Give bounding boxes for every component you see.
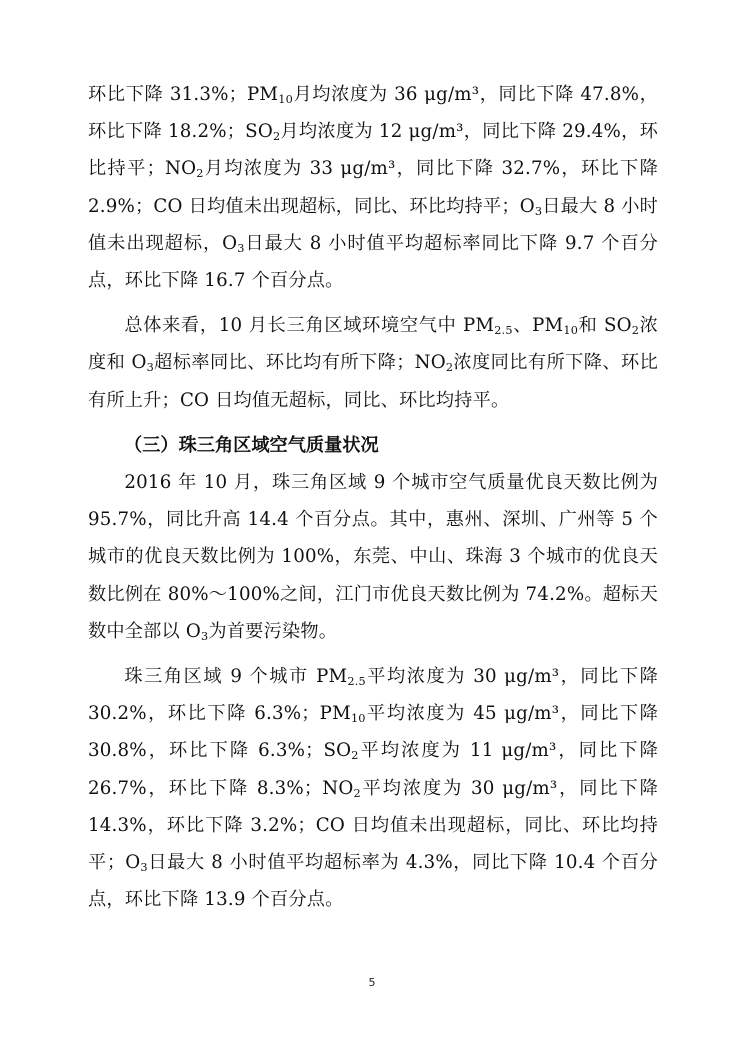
text-run: 总体来看，10 月长三角区域环境空气中 PM [124, 315, 495, 337]
subscript: 2 [351, 749, 359, 763]
text-run: 月均浓度为 33 μg/m³，同比下降 32.7%，环比下降 2.9%；CO 日均值未出现超标，同比、环比均持平；O [88, 158, 658, 217]
paragraph-pearl-delta-concentrations [88, 658, 658, 918]
subscript: 2.5 [494, 324, 513, 338]
text-run: 平均浓度为 45 μg/m³，同比下降 30.8%，环比下降 6.3%；SO [88, 703, 658, 762]
subscript: 10 [278, 93, 293, 107]
text-run: 超标率同比、环比均有所下降；NO [153, 352, 446, 374]
subscript: 10 [350, 712, 366, 726]
subscript: 2 [196, 167, 204, 181]
text-run: 和 SO [578, 315, 632, 337]
section-heading: （三）珠三角区域空气质量状况 [124, 434, 379, 456]
text-run: 、PM [512, 315, 564, 337]
text-run: 2016 年 10 月，珠三角区域 9 个城市空气质量优良天数比例为 95.7%，同比升高 14.4 个百分点。其中，惠州、深圳、广州等 5 个城市的优良天数比例为 100%，东莞、中山、珠海 3 个城市的优良天数比例在 80%～100%之间，江门市优良天数比例为 74.2%。超标天数中全部以 O [88, 472, 658, 642]
subscript: 2 [445, 361, 454, 375]
subscript: 10 [563, 324, 579, 338]
subscript: 3 [201, 630, 209, 643]
paragraph-yangtze-delta-summary [88, 307, 658, 419]
text-run: 平均浓度为 30 μg/m³，同比下降 14.3%，环比下降 3.2%；CO 日均值未出现超标，同比、环比均持平；O [88, 777, 658, 874]
text-run: 日最大 8 小时值平均超标率同比下降 9.7 个百分点，环比下降 16.7 个百分点。 [88, 232, 658, 292]
subscript: 3 [237, 241, 245, 255]
subscript: 3 [140, 861, 148, 875]
text-run: 日最大 8 小时值未出现超标，O [88, 195, 659, 254]
subscript: 2 [353, 786, 361, 800]
text-run: 平均浓度为 11 μg/m³，同比下降 26.7%，环比下降 8.3%；NO [88, 740, 658, 799]
subscript: 2.5 [347, 675, 366, 689]
text-run: 月均浓度为 12 μg/m³，同比下降 29.4%，环比持平；NO [88, 121, 658, 180]
paragraph-yangtze-delta-continued [88, 76, 658, 299]
text-run: 浓度和 O [88, 315, 659, 374]
text-run: 月均浓度为 36 μg/m³，同比下降 47.8%，环比下降 18.2%；SO [88, 84, 658, 143]
subscript: 2 [631, 324, 640, 338]
text-run: 浓度同比有所下降、环比有所上升；CO 日均值无超标，同比、环比均持平。 [88, 352, 659, 411]
subscript: 2 [272, 130, 281, 144]
text-run: 珠三角区域 9 个城市 PM [124, 666, 348, 688]
text-run: 环比下降 31.3%；PM [88, 84, 279, 105]
subscript: 3 [534, 204, 543, 218]
text-run: 日最大 8 小时值平均超标率为 4.3%，同比下降 10.4 个百分点，环比下降 13.9 个百分点。 [88, 852, 658, 911]
text-run: 平均浓度为 30 μg/m³，同比下降 30.2%，环比下降 6.3%；PM [88, 666, 658, 725]
subscript: 3 [146, 361, 154, 375]
page-content [88, 76, 658, 918]
page-number: 5 [368, 976, 376, 989]
paragraph-pearl-delta-days [88, 464, 658, 650]
text-run: 为首要污染物。 [208, 620, 338, 642]
